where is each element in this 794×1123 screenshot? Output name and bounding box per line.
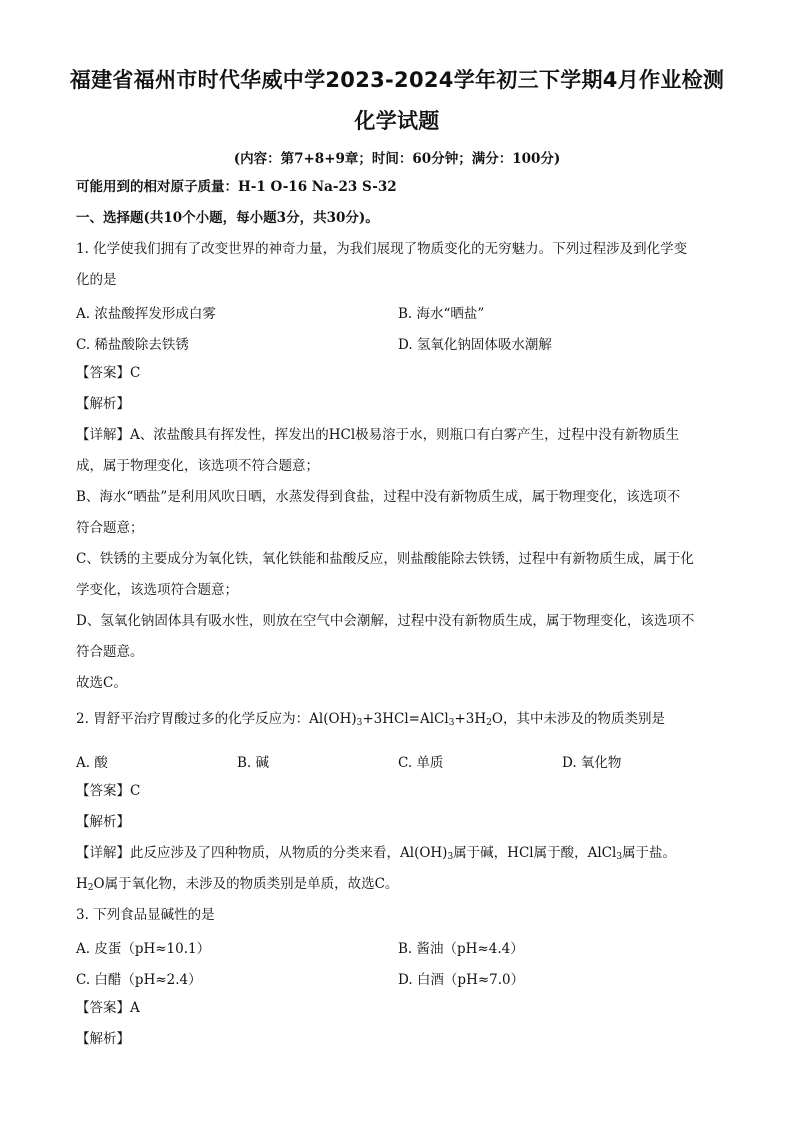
q1-detail-line1: 【详解】A、浓盐酸具有挥发性，挥发出的HCl极易溶于水，则瓶口有白雾产生，过程中没有新物质生 [76,427,680,443]
q3-option-d: D. 白酒（pH≈7.0） [398,972,525,988]
q2-detail-line1: 【详解】此反应涉及了四种物质，从物质的分类来看，$Al(OH)_3$属于碱，HCl属于酸，AlCl$_3$属于盐。 [76,845,677,862]
q3-option-a: A. 皮蛋（pH≈10.1） [76,941,211,957]
q2-answer: 【答案】C [76,783,141,799]
q1-option-a: A. 浓盐酸挥发形成白雾 [76,306,216,322]
q1-answer: 【答案】C [76,365,141,381]
q2-option-b: B. 碱 [237,755,270,771]
exam-title-line1: 福建省福州市时代华威中学2023-2024学年初三下学期4月作业检测 [69,68,725,92]
atomic-mass-line: 可能用到的相对原子质量：H-1 O-16 Na-23 S-32 [76,179,397,195]
q1-detail-line4: 符合题意； [76,520,144,536]
q1-analysis-label: 【解析】 [76,396,130,412]
q1-stem-line1: 1. 化学使我们拥有了改变世界的神奇力量，为我们展现了物质变化的无穷魅力。下列过程涉及到化学变 [76,241,688,257]
q1-detail-line3: B、海水“晒盐”是利用风吹日晒，水蒸发得到食盐，过程中没有新物质生成，属于物理变化，该选项不 [76,489,681,505]
q1-detail-line7: D、氢氧化钠固体具有吸水性，则放在空气中会潮解，过程中没有新物质生成，属于物理变化，该选项不 [76,613,695,629]
q3-option-c: C. 白醋（pH≈2.4） [76,972,202,988]
q2-stem [76,710,665,728]
q2-equation: $Al(OH)_3+3HCl=AlCl_3+3H_2O$ [309,711,503,728]
q3-analysis-label: 【解析】 [76,1031,130,1047]
q2-option-c: C. 单质 [398,755,444,771]
q2-stem-prefix: 2. 胃舒平治疗胃酸过多的化学反应为： [76,711,310,727]
q1-option-b: B. 海水“晒盐” [398,306,485,322]
exam-subtitle: (内容：第7+8+9章；时间：60分钟；满分：100分) [233,151,561,167]
q1-detail-line6: 学变化，该选项符合题意； [76,582,238,598]
q3-stem: 3. 下列食品显碱性的是 [76,907,215,923]
exam-title-line2: 化学试题 [354,109,440,133]
q1-detail-line2: 成，属于物理变化，该选项不符合题意； [76,458,319,474]
q3-option-b: B. 酱油（pH≈4.4） [398,941,524,957]
q2-stem-suffix: ，其中未涉及的物质类别是 [502,711,665,727]
q2-detail-line2: $H_2O$属于氧化物，未涉及的物质类别是单质，故选C。 [76,876,399,893]
q1-detail-line8: 符合题意。 [76,644,144,660]
q1-option-c: C. 稀盐酸除去铁锈 [76,337,189,353]
section-heading: 一、选择题(共10个小题，每小题3分，共30分)。 [76,210,379,226]
q2-analysis-label: 【解析】 [76,814,130,830]
q1-detail-line9: 故选C。 [76,675,127,691]
q2-option-d: D. 氧化物 [562,755,622,771]
q2-option-a: A. 酸 [76,755,108,771]
q1-stem-line2: 化的是 [76,272,117,288]
q1-option-d: D. 氢氧化钠固体吸水潮解 [398,337,552,353]
q1-detail-line5: C、铁锈的主要成分为氧化铁，氧化铁能和盐酸反应，则盐酸能除去铁锈，过程中有新物质生成，属于化 [76,551,694,567]
q3-answer: 【答案】A [76,1000,140,1016]
